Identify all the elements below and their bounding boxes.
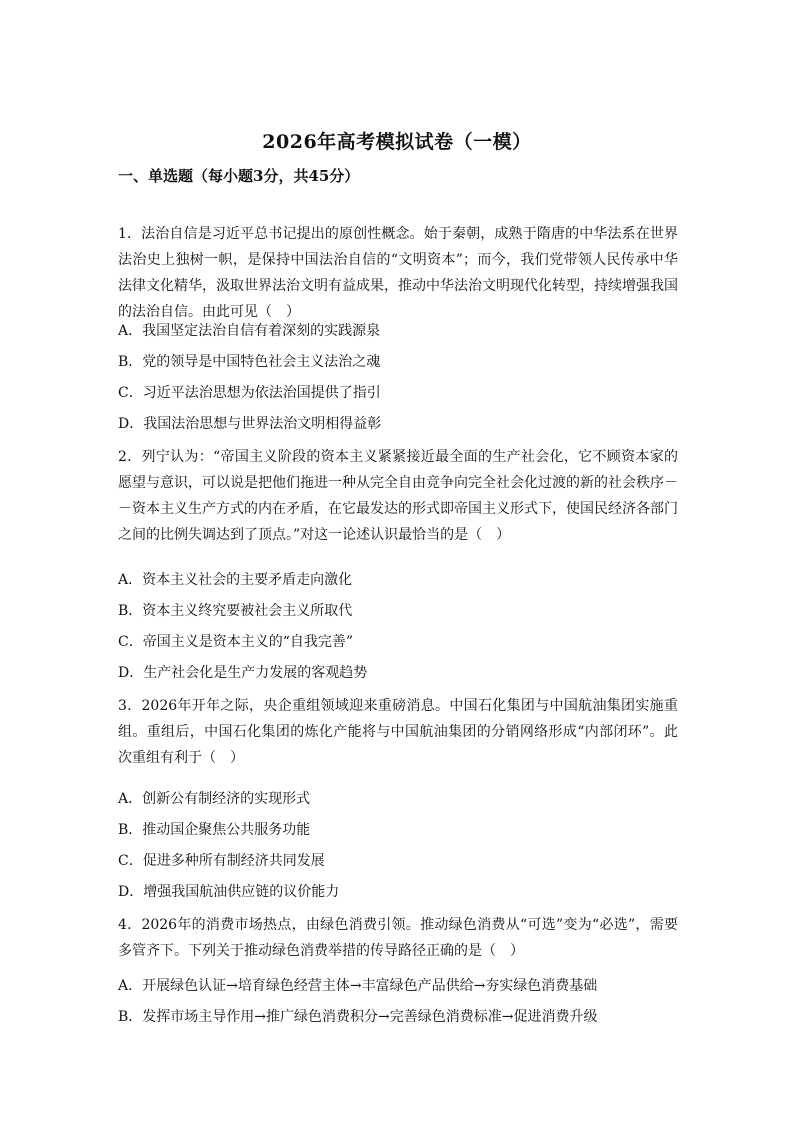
question-4-option-a: A．开展绿色认证→培育绿色经营主体→丰富绿色产品供给→夯实绿色消费基础	[118, 978, 598, 994]
question-1-option-c: C．习近平法治思想为依法治国提供了指引	[118, 385, 381, 401]
question-2-option-b: B．资本主义终究要被社会主义所取代	[118, 603, 353, 619]
question-1-option-a: A．我国坚定法治自信有着深刻的实践源泉	[118, 323, 381, 339]
question-2-stem: 2．列宁认为：“帝国主义阶段的资本主义紧紧接近最全面的生产社会化，它不顾资本家的愿望与意识，可以说是把他们拖进一种从完全自由竞争向完全社会化过渡的新的社会秩序－－资本主义生产方式的内在矛盾，在它最发达的形式即帝国主义形式下，使国民经济各部门之间的比例失调达到了顶点。”对这一论述认识最恰当的是（ ）	[118, 449, 678, 543]
question-1-option-b: B．党的领导是中国特色社会主义法治之魂	[118, 354, 381, 370]
question-2-option-a: A．资本主义社会的主要矛盾走向激化	[118, 572, 353, 588]
question-1-stem: 1．法治自信是习近平总书记提出的原创性概念。始于秦朝，成熟于隋唐的中华法系在世界法治史上独树一帜，是保持中国法治自信的“文明资本”；而今，我们党带领人民传承中华法律文化精华，汲取世界法治文明有益成果，推动中华法治文明现代化转型，持续增强我国的法治自信。由此可见（ ）	[118, 226, 678, 320]
question-4-option-b: B．发挥市场主导作用→推广绿色消费积分→完善绿色消费标准→促进消费升级	[118, 1009, 598, 1025]
question-3-option-b: B．推动国企聚焦公共服务功能	[118, 822, 311, 838]
section-heading: 一、单选题（每小题3分，共45分）	[118, 167, 360, 185]
question-2-option-c: C．帝国主义是资本主义的“自我完善”	[118, 634, 354, 650]
question-3-option-c: C．促进多种所有制经济共同发展	[118, 853, 325, 869]
question-3-option-a: A．创新公有制经济的实现形式	[118, 791, 311, 807]
exam-title: 2026年高考模拟试卷（一模）	[262, 131, 532, 153]
question-4-stem: 4．2026年的消费市场热点，由绿色消费引领。推动绿色消费从“可选”变为“必选”，需要多管齐下。下列关于推动绿色消费举措的传导路径正确的是（ ）	[118, 917, 678, 959]
question-3-option-d: D．增强我国航油供应链的议价能力	[118, 884, 340, 900]
question-1-option-d: D．我国法治思想与世界法治文明相得益彰	[118, 416, 382, 432]
question-3-stem: 3．2026年开年之际，央企重组领域迎来重磅消息。中国石化集团与中国航油集团实施重组。重组后，中国石化集团的炼化产能将与中国航油集团的分销网络形成“内部闭环”。此次重组有利于（ ）	[118, 698, 678, 766]
question-2-option-d: D．生产社会化是生产力发展的客观趋势	[118, 665, 368, 681]
